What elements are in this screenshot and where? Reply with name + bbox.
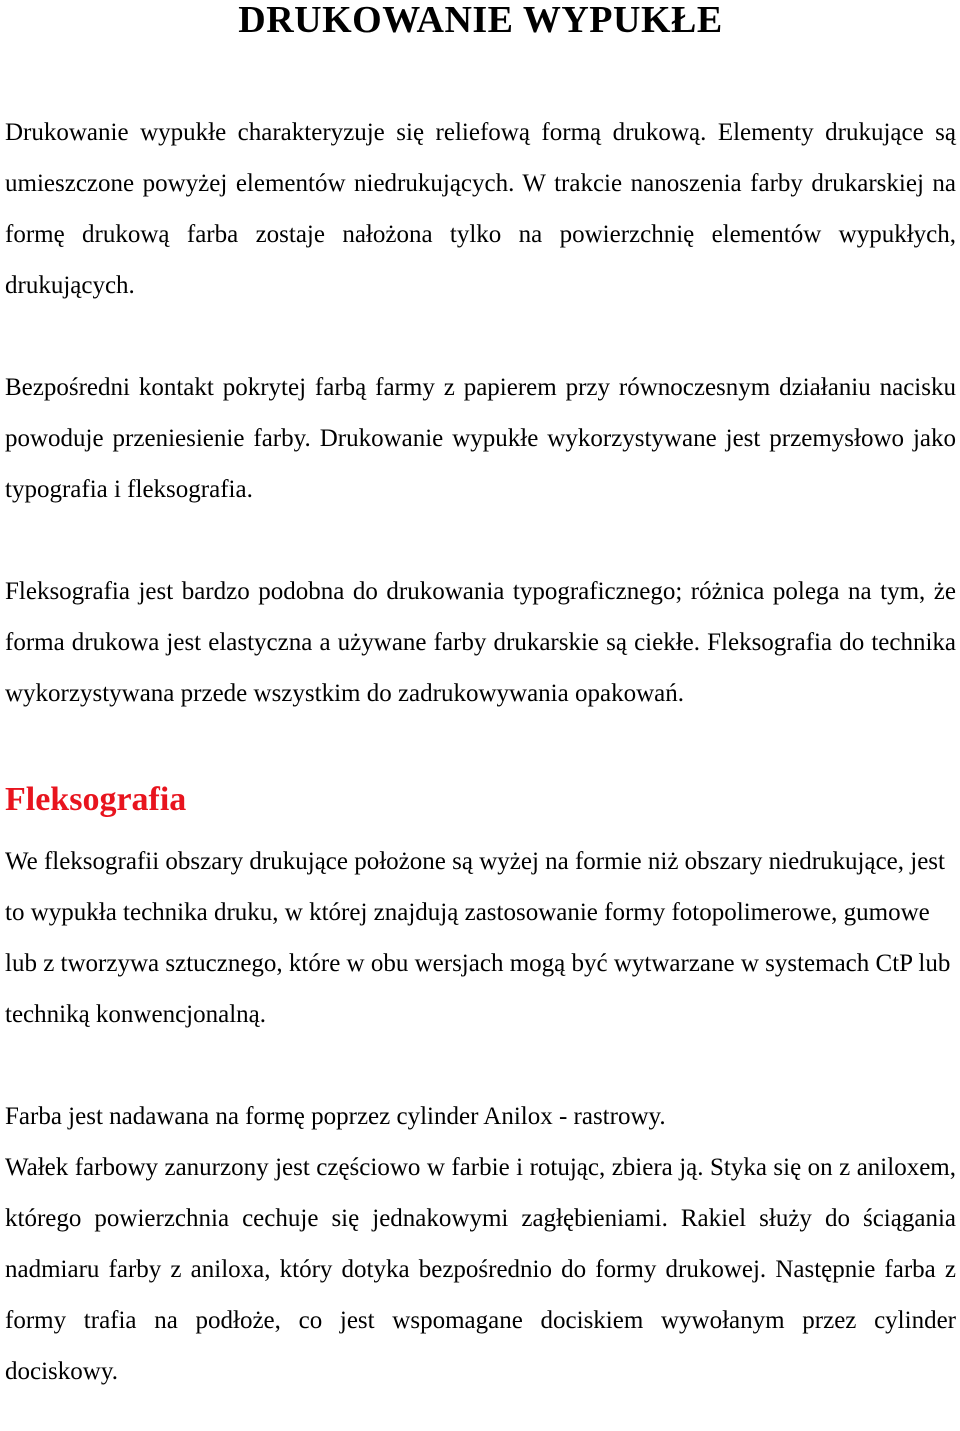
paragraph-flexography-overview: Fleksografia jest bardzo podobna do drukowania typograficznego; różnica polega na tym, że forma drukowa jest elastyczna a używane farby drukarskie są ciekłe. Fleksografia do technika wykorzystywana przede wszystkim do zadrukowywania opakowań. (5, 578, 956, 707)
paragraph-ink-roller: Wałek farbowy zanurzony jest częściowo w farbie i rotując, zbiera ją. Styka się on z aniloxem, którego powierzchnia cechuje się jednakowymi zagłębieniami. Rakiel służy do ściągania nadmiaru farby z aniloxa, który dotyka bezpośrednio do formy drukowej. Następnie farba z formy trafia na podłoże, co jest wspomagane dociskiem wywołanym przez cylinder dociskowy. (5, 1154, 956, 1385)
paragraph-intro: Drukowanie wypukłe charakteryzuje się reliefową formą drukową. Elementy drukujące są umieszczone powyżej elementów niedrukujących. W trakcie nanoszenia farby drukarskiej na formę drukową farba zostaje nałożona tylko na powierzchnię elementów wypukłych, drukujących. (5, 119, 956, 299)
paragraph-flexo-forms: We fleksografii obszary drukujące położone są wyżej na formie niż obszary niedrukujące, jest to wypukła technika druku, w której znajdują zastosowanie formy fotopolimerowe, gumowe lub z tworzywa sztucznego, które w obu wersjach mogą być wytwarzane w systemach CtP lub techniką konwencjonalną. (5, 848, 951, 1028)
paragraph-contact: Bezpośredni kontakt pokrytej farbą farmy z papierem przy równoczesnym działaniu nacisku powoduje przeniesienie farby. Drukowanie wypukłe wykorzystywane jest przemysłowo jako typografia i fleksografia. (5, 374, 956, 503)
paragraph-anilox: Farba jest nadawana na formę poprzez cylinder Anilox - rastrowy. (5, 1103, 666, 1130)
page-title: DRUKOWANIE WYPUKŁE (238, 0, 723, 41)
document-page (5, 0, 956, 1397)
section-title: Fleksografia (5, 781, 187, 818)
